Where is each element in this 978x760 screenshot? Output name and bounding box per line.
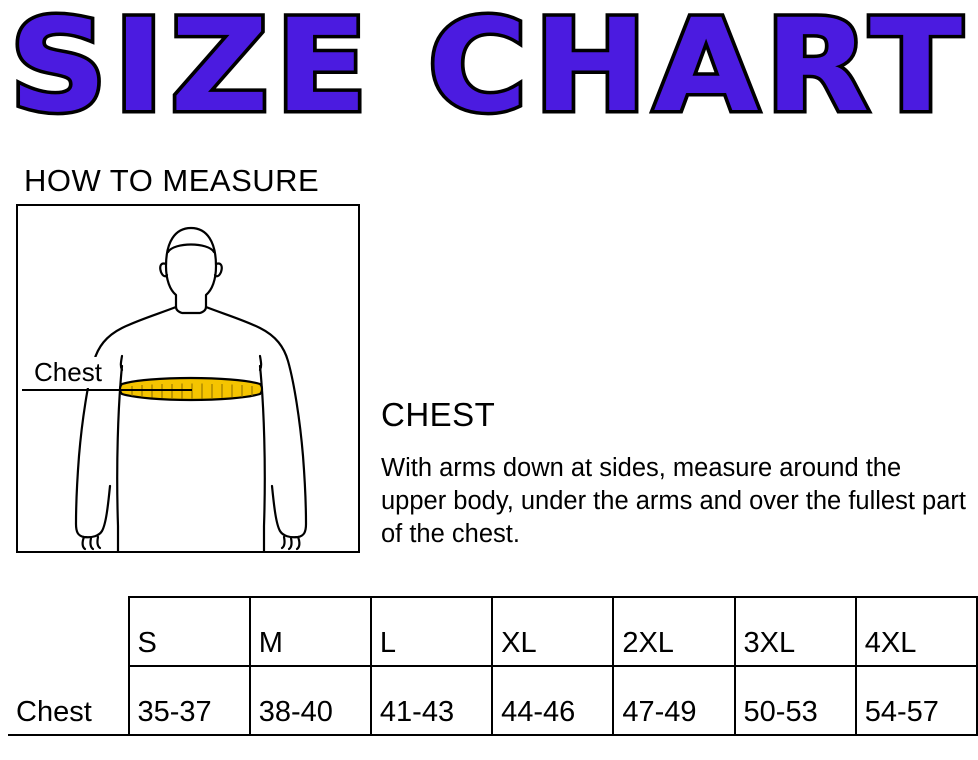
table-cell-chest-xl: 44-46: [492, 666, 613, 735]
chest-callout-label: Chest: [31, 357, 105, 388]
description-heading: CHEST: [381, 396, 496, 433]
description-body: With arms down at sides, measure around the upper body, under the arms and over the fullest part of the chest.: [381, 454, 966, 548]
table-cell-chest-s: 35-37: [129, 666, 250, 735]
table-header-xl: XL: [492, 597, 613, 666]
table-cell-chest-m: 38-40: [250, 666, 371, 735]
chest-callout-line: [22, 389, 192, 391]
table-header-3xl: 3XL: [735, 597, 856, 666]
table-cell-chest-2xl: 47-49: [613, 666, 734, 735]
table-header-l: L: [371, 597, 492, 666]
table-header-row: [8, 597, 977, 666]
table-header-m: M: [250, 597, 371, 666]
size-table: [8, 596, 978, 736]
table-corner-cell: [8, 597, 129, 666]
table-row: [8, 666, 977, 735]
table-header-s: S: [129, 597, 250, 666]
page-title: SIZE CHART: [9, 0, 969, 141]
table-header-4xl: 4XL: [856, 597, 977, 666]
table-cell-chest-4xl: 54-57: [856, 666, 977, 735]
table-header-2xl: 2XL: [613, 597, 734, 666]
table-row-label-chest: Chest: [8, 666, 129, 735]
table-cell-chest-3xl: 50-53: [735, 666, 856, 735]
how-to-measure-heading: HOW TO MEASURE: [24, 163, 320, 198]
table-cell-chest-l: 41-43: [371, 666, 492, 735]
